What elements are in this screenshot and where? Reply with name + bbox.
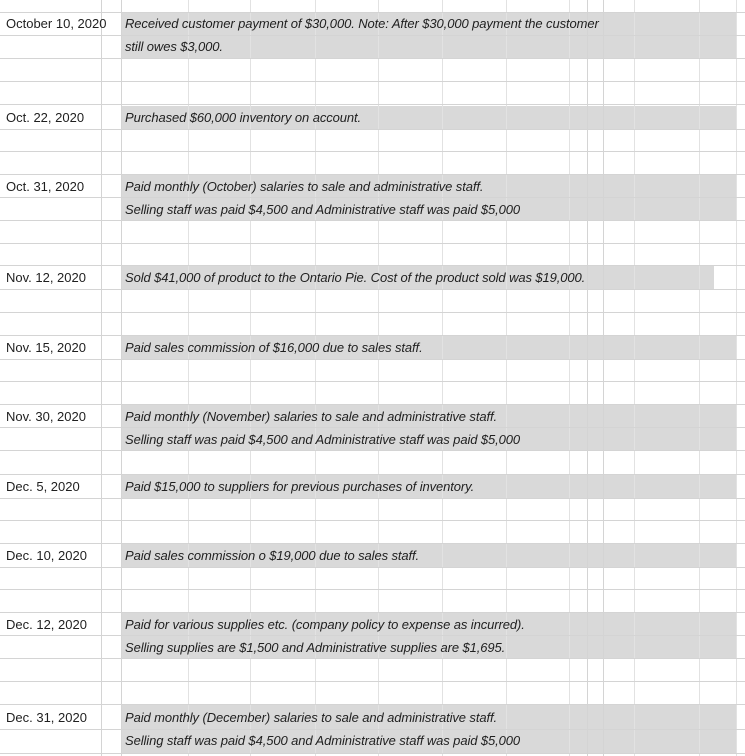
row-divider — [0, 359, 745, 360]
transaction-description-cell[interactable] — [125, 710, 520, 748]
transaction-date-cell[interactable]: Oct. 22, 2020 — [6, 110, 85, 125]
row-divider — [0, 381, 745, 382]
description-line: Received customer payment of $30,000. Note: After $30,000 payment the customer — [125, 16, 599, 31]
row-divider — [0, 658, 745, 659]
transaction-date-cell[interactable]: Dec. 12, 2020 — [6, 617, 87, 632]
row-divider — [0, 220, 745, 221]
transaction-description-cell[interactable] — [125, 16, 599, 54]
row-divider — [0, 104, 745, 105]
column-divider — [699, 0, 700, 756]
row-divider — [0, 589, 745, 590]
description-line: still owes $3,000. — [125, 39, 223, 54]
row-divider — [0, 612, 745, 613]
column-divider — [121, 0, 122, 756]
row-divider — [0, 704, 745, 705]
description-line: Paid for various supplies etc. (company policy to expense as incurred). — [125, 617, 525, 632]
transaction-description-cell[interactable] — [125, 340, 423, 355]
row-divider — [0, 474, 745, 475]
row-divider — [0, 312, 745, 313]
transaction-description-cell[interactable] — [125, 270, 585, 285]
description-line: Paid monthly (November) salaries to sale and administrative staff. — [125, 409, 498, 424]
row-divider — [0, 498, 745, 499]
row-divider — [0, 520, 745, 521]
description-line: Selling staff was paid $4,500 and Administrative staff was paid $5,000 — [125, 733, 521, 748]
description-line: Selling staff was paid $4,500 and Administrative staff was paid $5,000 — [125, 202, 521, 217]
transaction-description-cell[interactable] — [125, 548, 419, 563]
row-divider — [0, 129, 745, 130]
description-line: Paid monthly (December) salaries to sale and administrative staff. — [125, 710, 498, 725]
description-line: Paid $15,000 to suppliers for previous purchases of inventory. — [125, 479, 475, 494]
row-divider — [0, 265, 745, 266]
transaction-description-cell[interactable] — [125, 409, 520, 447]
column-divider — [101, 0, 102, 756]
transaction-date-cell[interactable]: Nov. 30, 2020 — [6, 409, 86, 424]
row-divider — [0, 174, 745, 175]
transaction-date-cell[interactable]: Oct. 31, 2020 — [6, 179, 85, 194]
description-line: Selling staff was paid $4,500 and Administrative staff was paid $5,000 — [125, 432, 521, 447]
row-divider — [0, 12, 745, 13]
row-divider — [0, 58, 745, 59]
column-divider — [634, 0, 635, 756]
description-line: Purchased $60,000 inventory on account. — [125, 110, 362, 125]
row-divider — [0, 450, 745, 451]
row-divider — [0, 567, 745, 568]
transaction-date-cell[interactable]: October 10, 2020 — [6, 16, 107, 31]
row-divider — [0, 335, 745, 336]
column-divider — [587, 0, 588, 756]
column-divider — [569, 0, 570, 756]
description-line: Paid sales commission o $19,000 due to sales staff. — [125, 548, 420, 563]
column-divider — [736, 0, 737, 756]
transaction-description-cell[interactable] — [125, 479, 474, 494]
transaction-date-cell[interactable]: Nov. 15, 2020 — [6, 340, 86, 355]
description-line: Sold $41,000 of product to the Ontario Pie. Cost of the product sold was $19,000. — [125, 270, 586, 285]
description-line: Paid monthly (October) salaries to sale and administrative staff. — [125, 179, 484, 194]
transaction-description-cell[interactable] — [125, 617, 525, 655]
row-divider — [0, 289, 745, 290]
row-divider — [0, 753, 745, 754]
description-line: Selling supplies are $1,500 and Administrative supplies are $1,695. — [125, 640, 506, 655]
column-divider — [603, 0, 604, 756]
transaction-description-cell[interactable] — [125, 110, 361, 125]
transaction-date-cell[interactable]: Dec. 31, 2020 — [6, 710, 87, 725]
row-divider — [0, 681, 745, 682]
transaction-date-cell[interactable]: Dec. 5, 2020 — [6, 479, 80, 494]
row-divider — [0, 81, 745, 82]
description-line: Paid sales commission of $16,000 due to sales staff. — [125, 340, 423, 355]
row-divider — [0, 151, 745, 152]
transaction-description-cell[interactable] — [125, 179, 520, 217]
row-divider — [0, 243, 745, 244]
transaction-date-cell[interactable]: Nov. 12, 2020 — [6, 270, 86, 285]
row-divider — [0, 543, 745, 544]
row-divider — [0, 404, 745, 405]
transaction-date-cell[interactable]: Dec. 10, 2020 — [6, 548, 87, 563]
